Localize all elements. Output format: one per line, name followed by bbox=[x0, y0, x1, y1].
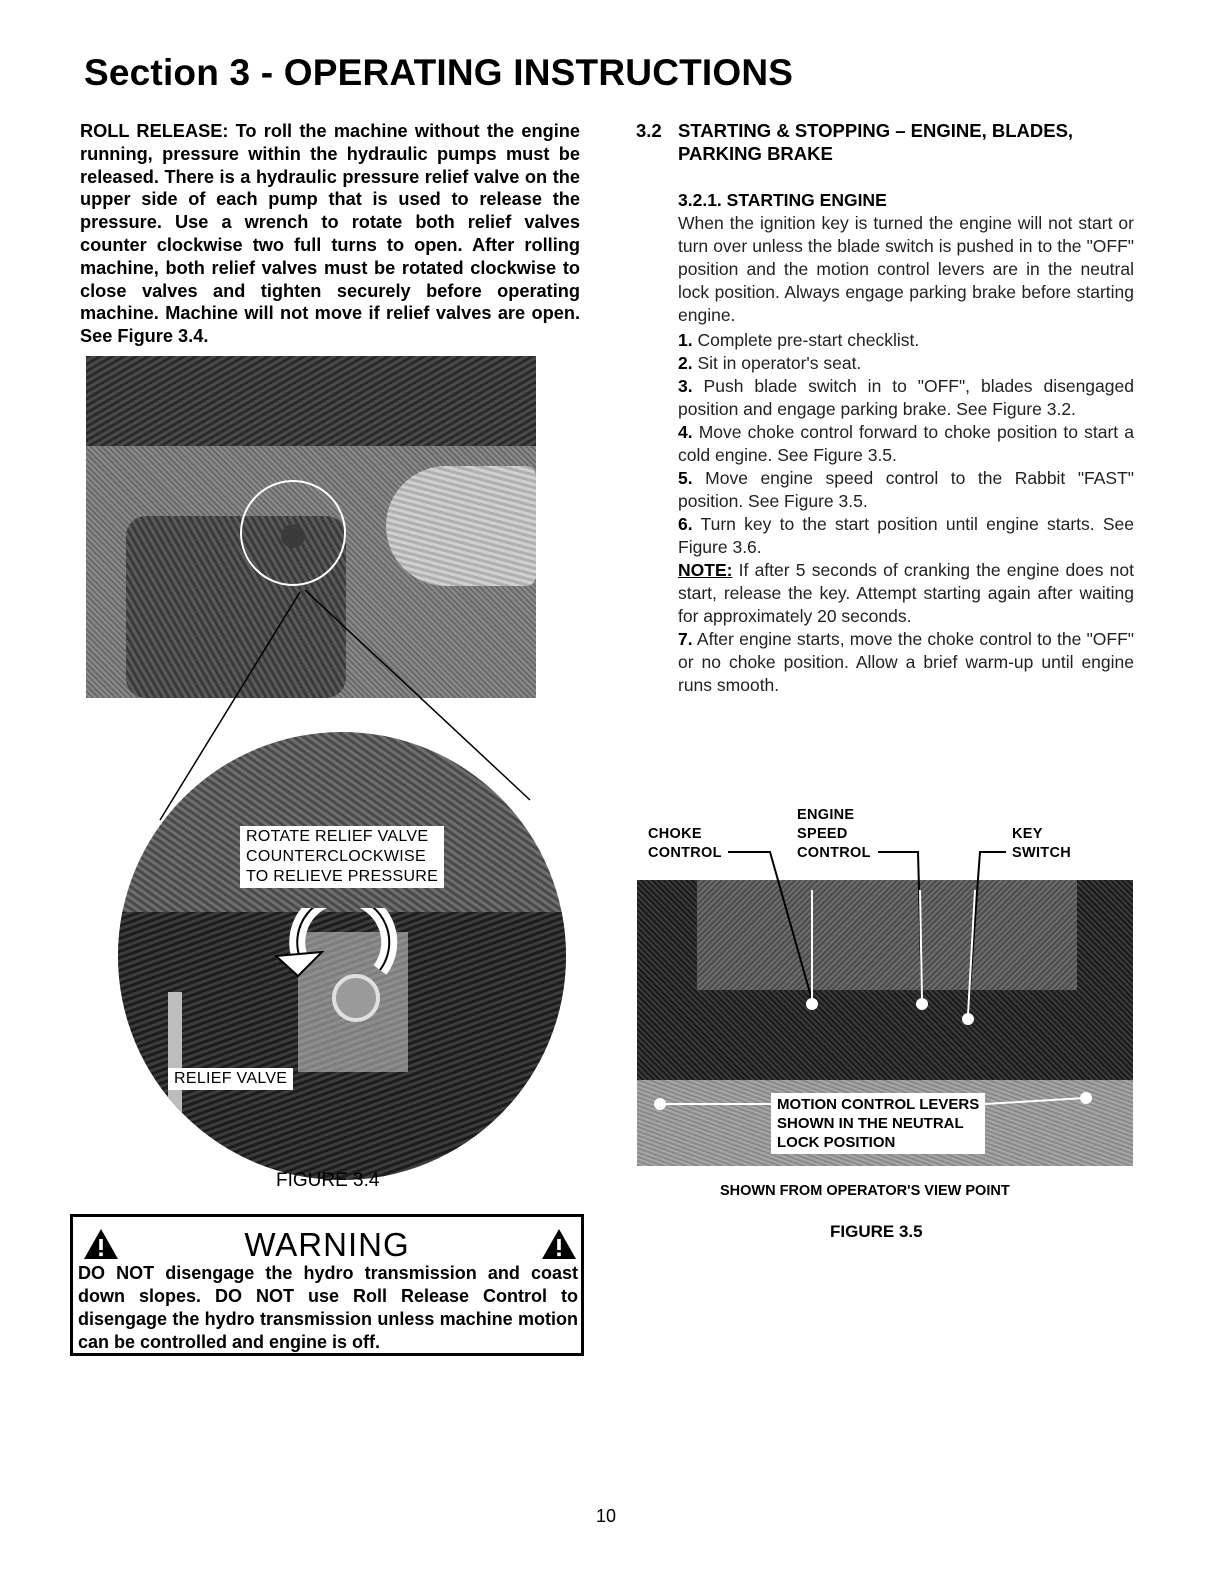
rotate-relief-valve-callout: ROTATE RELIEF VALVE COUNTERCLOCKWISE TO RELIEVE PRESSURE bbox=[240, 826, 444, 888]
page-title: Section 3 - OPERATING INSTRUCTIONS bbox=[84, 52, 794, 93]
starting-engine-subheading: 3.2.1. STARTING ENGINE bbox=[678, 190, 887, 210]
list-item: 7. After engine starts, move the choke control to the "OFF" or no choke position. Allow a brief warm-up until engine runs smooth. bbox=[678, 629, 1134, 695]
list-item: 4. Move choke control forward to choke position to start a cold engine. See Figure 3.5. bbox=[678, 422, 1134, 465]
engine-speed-control-label: ENGINE SPEED CONTROL bbox=[797, 807, 871, 861]
note: NOTE: If after 5 seconds of cranking the engine does not start, release the key. Attempt starting again after waiting for approximately 20 seconds. bbox=[678, 560, 1134, 626]
list-item: 2. Sit in operator's seat. bbox=[678, 353, 862, 373]
warning-heading: WARNING bbox=[244, 1226, 410, 1263]
key-switch-label: KEY SWITCH bbox=[1012, 826, 1071, 861]
warning-text: DO NOT disengage the hydro transmission and coast down slopes. DO NOT use Roll Release Control to disengage the hydro transmission unless machine motion can be controlled and engine is off. bbox=[78, 1263, 578, 1352]
section-3-2-heading: 3.2 STARTING & STOPPING – ENGINE, BLADES, PARKING BRAKE bbox=[636, 120, 1074, 164]
roll-release-paragraph: ROLL RELEASE: To roll the machine without the engine running, pressure within the hydraulic pumps must be released. There is a hydraulic pressure relief valve on the upper side of each pump that is used to release the pressure. Use a wrench to rotate both relief valves counter clockwise two full turns to open. After rolling machine, both relief valves must be rotated clockwise to close valves and tighten securely before operating machine. Machine will not move if relief valves are open. See Figure 3.4. bbox=[80, 121, 580, 347]
list-item: 1. Complete pre-start checklist. bbox=[678, 330, 920, 350]
figure-3-4-caption: FIGURE 3.4 bbox=[276, 1170, 380, 1191]
page-number: 10 bbox=[596, 1506, 617, 1526]
list-item: 5. Move engine speed control to the Rabbit "FAST" position. See Figure 3.5. bbox=[678, 468, 1134, 511]
figure-3-5-caption: FIGURE 3.5 bbox=[830, 1222, 923, 1241]
choke-control-label: CHOKE CONTROL bbox=[648, 826, 722, 861]
relief-valve-callout: RELIEF VALVE bbox=[168, 1068, 293, 1090]
starting-engine-intro: When the ignition key is turned the engine will not start or turn over unless the blade switch is pushed in to the "OFF" position and the motion control levers are in the neutral lock position. Always engage parking brake before starting engine. bbox=[678, 213, 1134, 325]
operator-view-caption: SHOWN FROM OPERATOR'S VIEW POINT bbox=[720, 1183, 1010, 1199]
list-item: 3. Push blade switch in to "OFF", blades disengaged position and engage parking brake. See Figure 3.2. bbox=[678, 376, 1134, 419]
list-item: 6. Turn key to the start position until engine starts. See Figure 3.6. bbox=[678, 514, 1135, 557]
motion-control-levers-callout: MOTION CONTROL LEVERS SHOWN IN THE NEUTRAL LOCK POSITION bbox=[771, 1093, 985, 1154]
